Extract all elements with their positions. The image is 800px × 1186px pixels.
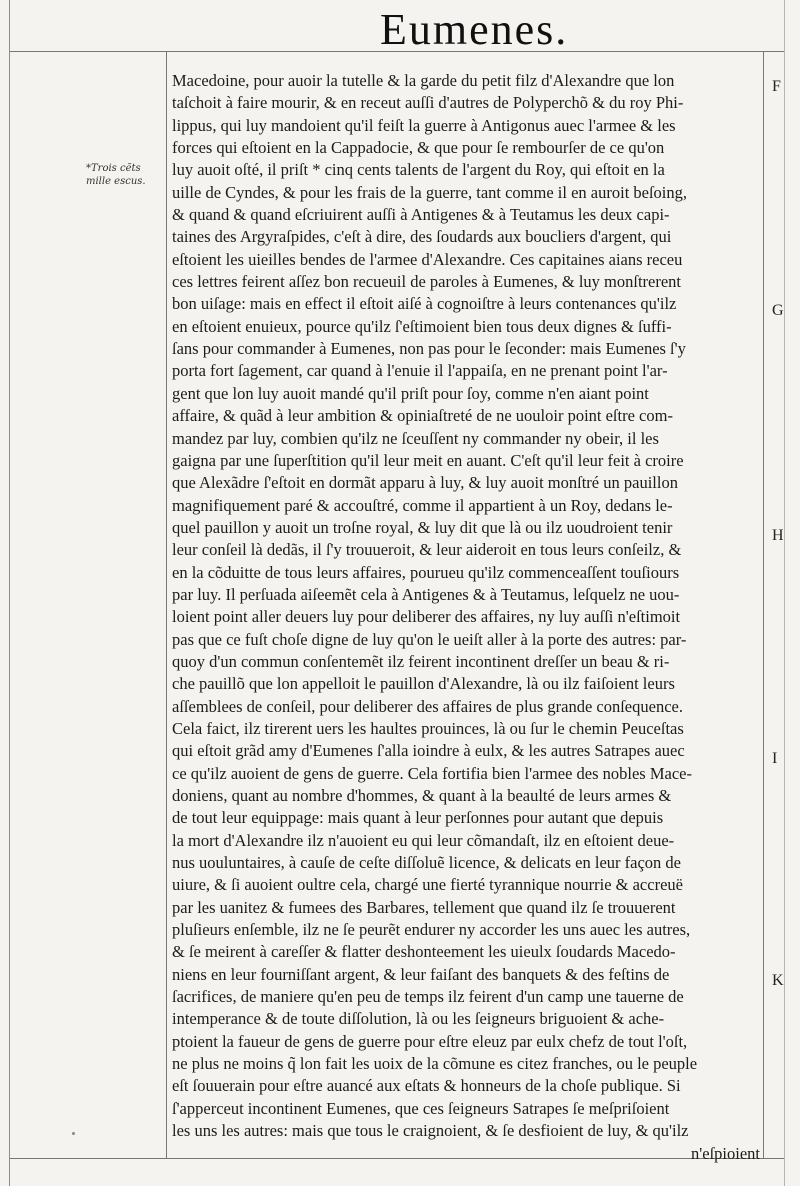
text-line: pas que ce fuſt choſe digne de luy qu'on le ueiſt aller à la porte des autres: par-: [172, 629, 687, 649]
text-line: en la cõduitte de tous leurs affaires, pourueu qu'ilz commenceaſſent touſiours: [172, 562, 680, 582]
text-line: forces qui eſtoient en la Cappadocie, & que pour ſe rembourſer de ce qu'on: [172, 138, 665, 158]
text-column-rule-right: [763, 52, 764, 1158]
text-line: nus uouluntaires, à cauſe de ceſte diſſoluẽ licence, & delicats en leur façon de: [172, 853, 681, 873]
margin-letter-f: F: [772, 78, 781, 95]
body-text: [172, 70, 760, 1165]
outer-rule-right: [784, 0, 785, 1186]
text-line: leur conſeil là dedãs, il ſ'y trouueroit, & leur aideroit en tous leurs conſeilz, &: [172, 540, 682, 560]
text-line: en eſtoient enuieux, pource qu'ilz ſ'eſtimoient bien tous deux dignes & ſuffi-: [172, 316, 672, 336]
text-line: uiure, & ſi auoient oultre cela, chargé une fierté tyrannique nourrie & accreuë: [172, 875, 683, 895]
text-line: ne plus ne moins q̃ lon fait les uoix de la cõmune es citez franches, ou le peuple: [172, 1054, 698, 1074]
text-line: porta fort ſagement, car quand à l'enuie il l'appaiſa, en ne prenant point l'ar-: [172, 361, 668, 381]
text-line: ſans pour commander à Eumenes, non pas pour le ſeconder: mais Eumenes ſ'y: [172, 339, 686, 359]
text-line: mandez par luy, combien qu'ilz ne ſceuſſent ny commander ny obeir, il les: [172, 428, 659, 448]
text-line: Macedoine, pour auoir la tutelle & la garde du petit filz d'Alexandre que lon: [172, 71, 675, 90]
text-line: ptoient la faueur de gens de guerre pour eſtre eleuz par eulx chefz de tout l'oſt,: [172, 1031, 688, 1051]
text-line: ſ'apperceut incontinent Eumenes, que ces ſeigneurs Satrapes ſe meſpriſoient: [172, 1098, 670, 1118]
text-line: bon uiſage: mais en effect il eſtoit aiſé à cognoiſtre à leurs contenances qu'ilz: [172, 294, 677, 314]
text-column-rule-left: [166, 52, 167, 1158]
text-line: loient point aller deuers luy pour deliberer des affaires, ny luy auſſi n'eſtimoit: [172, 607, 681, 627]
text-line: eſt ſouuerain pour eſtre auancé aux eſtats & honneurs de la choſe publique. Si: [172, 1076, 681, 1096]
text-line: niens en leur fourniſſant argent, & leur faiſant des banquets & des feſtins de: [172, 964, 670, 984]
text-line: quel pauillon y auoit un troſne royal, & luy dit que là ou ilz uoudroient tenir: [172, 517, 673, 537]
text-line: pluſieurs enſemble, ilz ne ſe peurẽt endurer ny accorder les uns auec les autres,: [172, 920, 691, 940]
running-head: Eumenes.: [380, 5, 569, 54]
text-line: taines des Argyraſpides, c'eſt à dire, des ſoudards aux boucliers d'argent, qui: [172, 227, 672, 247]
text-line: & ſe meirent à careſſer & flatter deshonteement les uieulx ſoudards Macedo-: [172, 942, 676, 962]
text-line: de tout leur equippage: mais quant à leur perſonnes pour autant que depuis: [172, 808, 664, 828]
outer-rule-left: [9, 0, 10, 1186]
text-line: gaigna par une ſuperſtition qu'il leur meit en auant. C'eſt qu'il leur feit à croire: [172, 450, 684, 470]
text-line: Cela faict, ilz tirerent uers les haultes prouinces, là ou ſur le chemin Peuceſtas: [172, 718, 684, 738]
text-line: doniens, quant au nombre d'hommes, & quant à la beaulté de leurs armes &: [172, 786, 672, 805]
text-line: lippus, qui luy mandoient qu'il feiſt la guerre à Antigonus auec l'armee & les: [172, 115, 676, 135]
text-line: gent que lon luy auoit mandé qu'il priſt pour ſoy, comme n'en aiant point: [172, 383, 649, 403]
text-line: uille de Cyndes, & pour les frais de la guerre, tant comme il en auroit beſoing,: [172, 182, 688, 202]
margin-letter-h: H: [772, 527, 784, 544]
text-line: quoy d'un commun conſentemẽt ilz feirent incontinent dreſſer un beau & ri-: [172, 651, 670, 671]
text-line: intemperance & de toute diſſolution, là ou les ſeigneurs briguoient & ache-: [172, 1009, 665, 1029]
text-line: che pauillõ que lon appelloit le pauillon d'Alexandre, là ou ilz faiſoient leurs: [172, 674, 675, 694]
text-line: magnifiquement paré & accouſtré, comme il appartient à un Roy, dedans le-: [172, 495, 673, 515]
text-line: & quand & quand eſcriuirent auſſi à Antigenes & à Teutamus les deux capi-: [172, 205, 670, 225]
text-line: qui eſtoit grãd amy d'Eumenes ſ'alla ioindre à eulx, & les autres Satrapes auec: [172, 741, 685, 761]
text-line: ſacrifices, de maniere qu'en peu de temps ilz feirent d'un camp une tauerne de: [172, 987, 684, 1007]
margin-letter-k: K: [772, 972, 784, 989]
text-line: les uns les autres: mais que tous le craignoient, & ſe desfioient de luy, & qu'ilz: [172, 1121, 689, 1141]
text-line: la mort d'Alexandre ilz n'auoient eu qui leur cõmandaſt, ilz en eſtoient deue-: [172, 830, 675, 850]
text-line: par les uanitez & fumees des Barbares, tellement que quand ilz ſe trouuerent: [172, 897, 676, 917]
text-line: affaire, & quãd à leur ambition & opiniaſtreté de ne uouloir point eſtre com-: [172, 406, 673, 426]
catchword: n'eſpioient: [691, 1143, 760, 1163]
text-line: ces lettres feirent aſſez bon recueuil de paroles à Eumenes, & luy monſtrerent: [172, 272, 682, 292]
ink-speck: [72, 1132, 75, 1135]
text-line: taſchoit à faire mourir, & en receut auſſi d'autres de Polyperchõ & du roy Phi-: [172, 93, 684, 113]
text-line: que Alexãdre ſ'eſtoit en dormãt apparu à luy, & luy auoit monſtré un pauillon: [172, 473, 678, 493]
text-line: eſtoient les uieilles bendes de l'armee d'Alexandre. Ces capitaines aians receu: [172, 249, 683, 269]
text-line: ce qu'ilz auoient de gens de guerre. Cela fortifia bien l'armee des nobles Mace-: [172, 763, 692, 783]
text-line: aſſemblees de conſeil, pour deliberer des affaires de plus grande conſequence.: [172, 696, 683, 716]
marginal-note: *Trois cẽts mille escus.: [86, 163, 146, 187]
text-line: par luy. Il perſuada aiſeemẽt cela à Antigenes & à Teutamus, leſquelz ne uou-: [172, 584, 680, 604]
margin-letter-g: G: [772, 302, 784, 319]
text-line: luy auoit oſté, il priſt * cinq cents talents de l'argent du Roy, qui eſtoit en la: [172, 160, 665, 180]
margin-letter-i: I: [772, 750, 778, 767]
